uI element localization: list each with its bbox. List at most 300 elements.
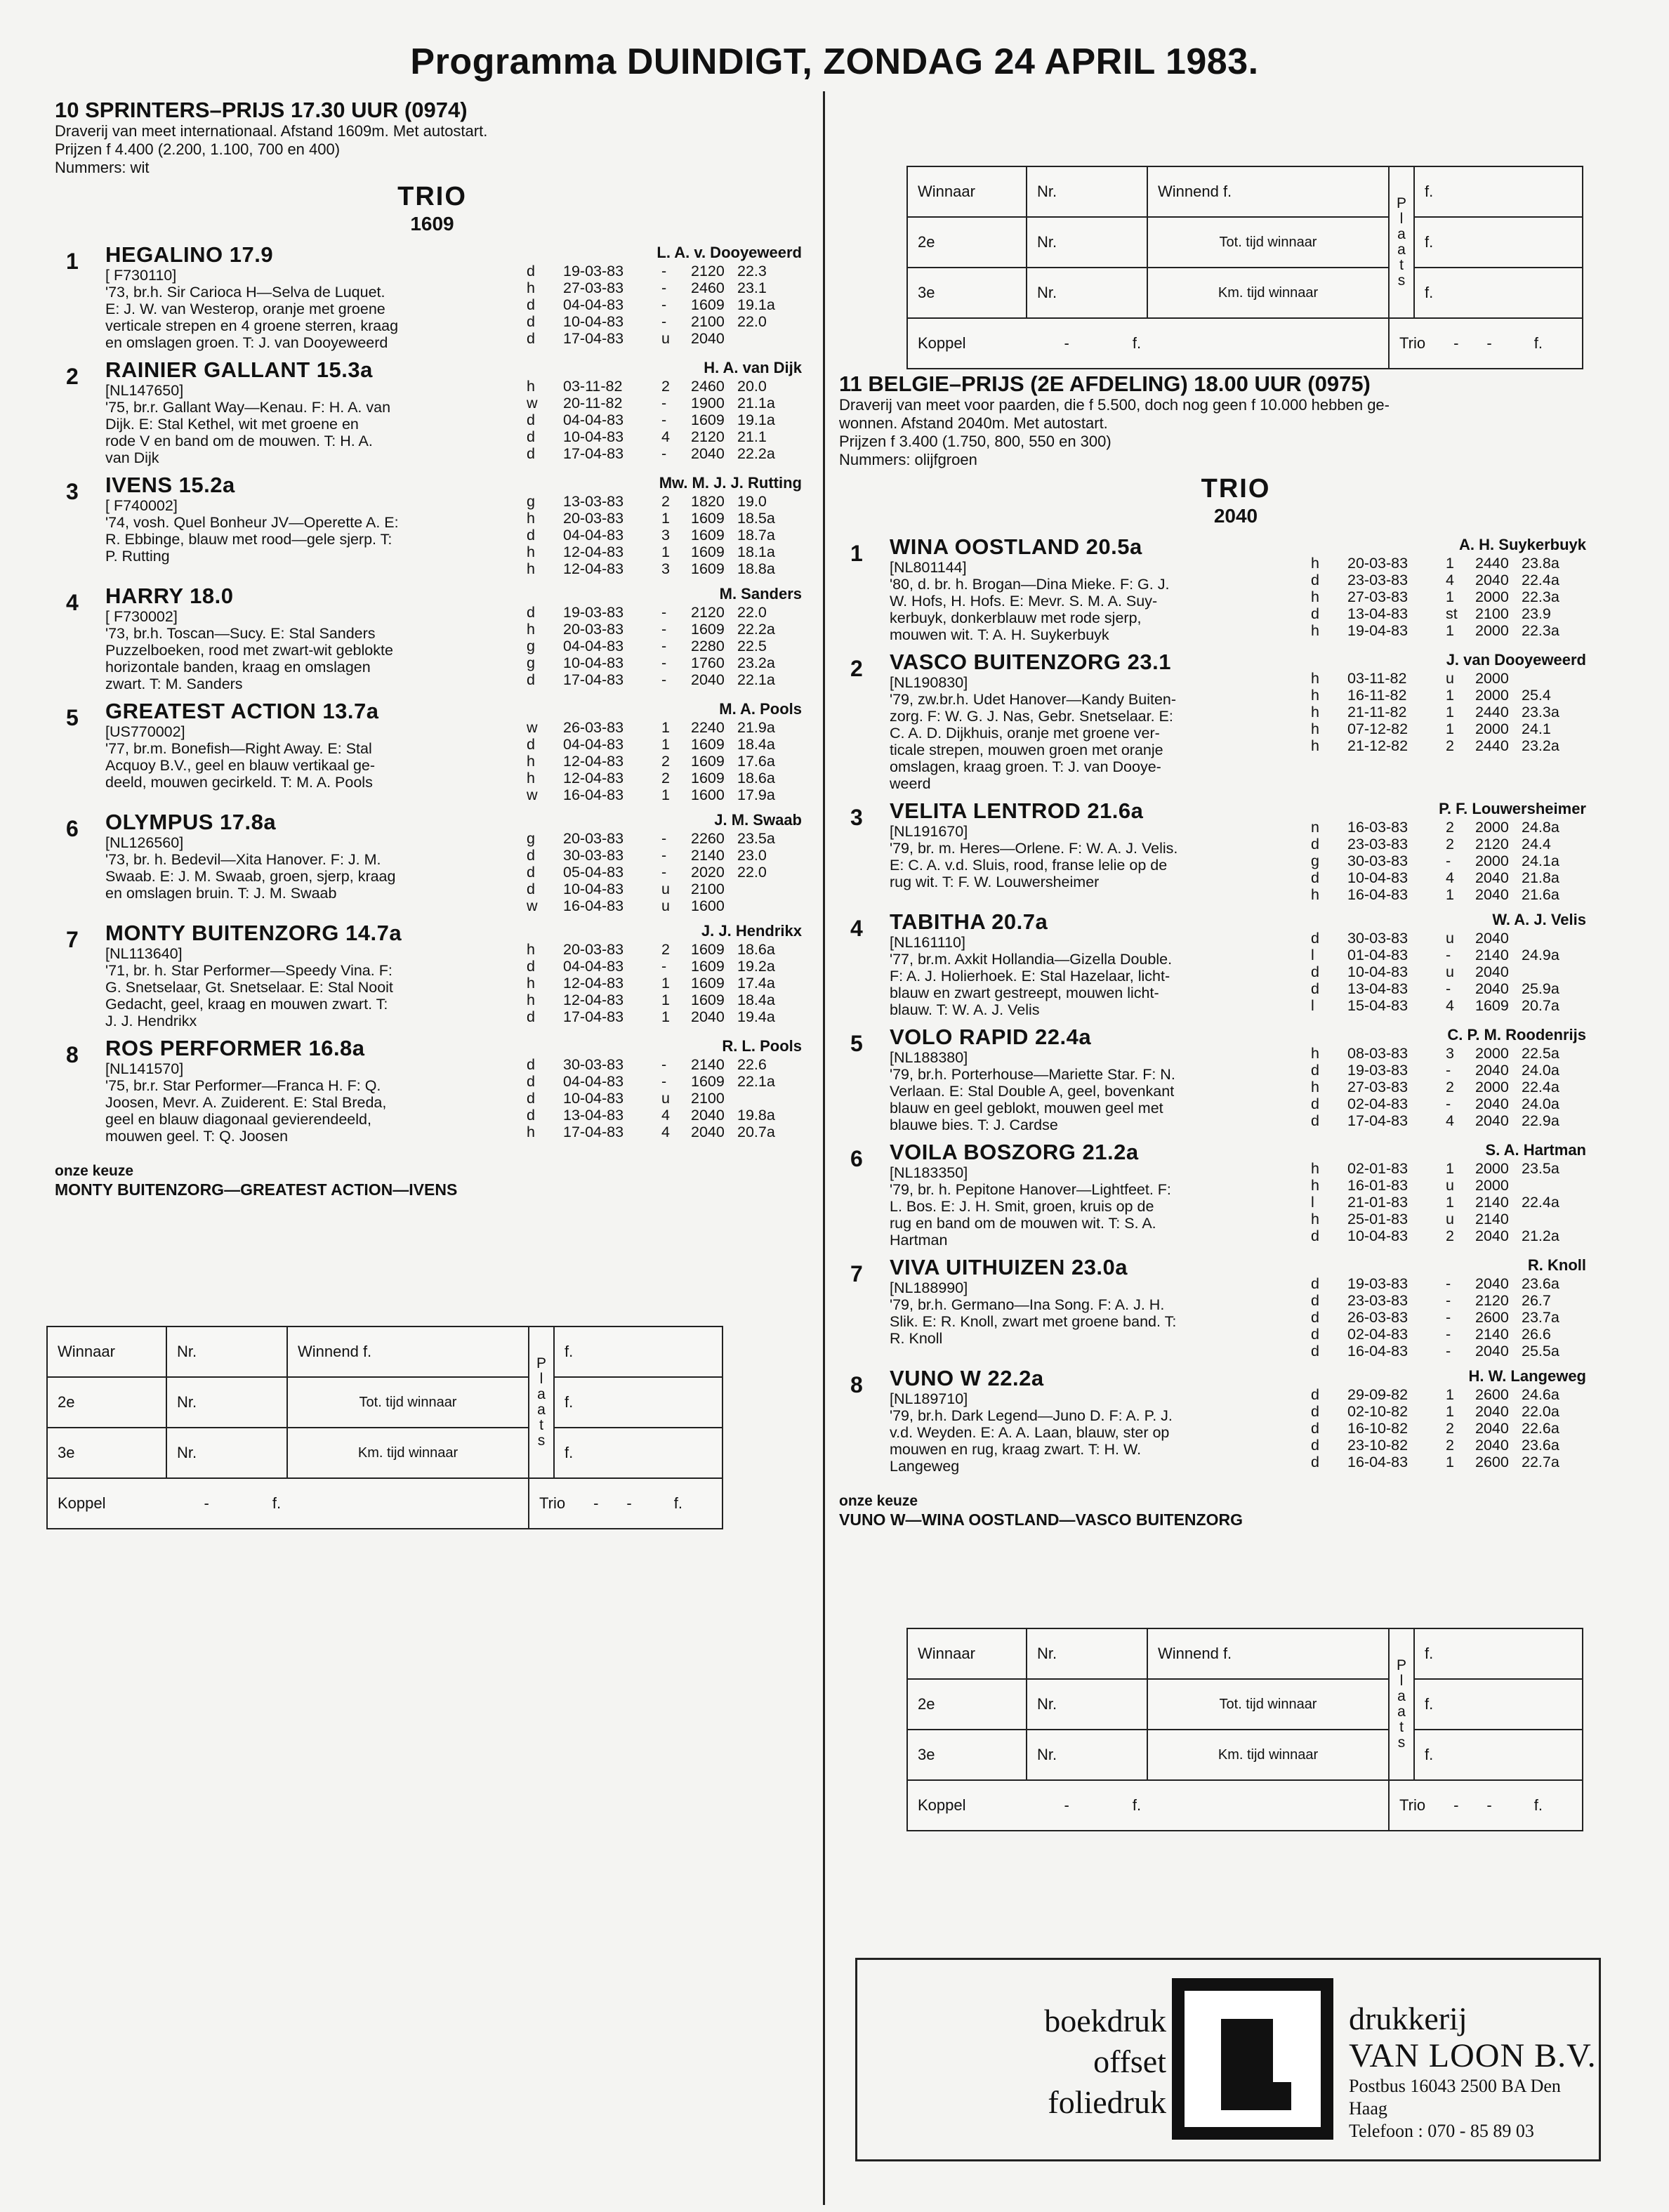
result-distance: 1820 bbox=[691, 493, 725, 510]
horse-results bbox=[1311, 1367, 1592, 1475]
result-row bbox=[527, 1107, 807, 1124]
horse-detail-line: geel en blauw diagonaal gevierendeeld, bbox=[105, 1111, 371, 1128]
trio-dash: - bbox=[1486, 1796, 1492, 1814]
horse-number: 5 bbox=[850, 1031, 863, 1056]
bet-trio-field[interactable] bbox=[1389, 318, 1583, 369]
result-place: 1 bbox=[1446, 1194, 1454, 1211]
result-time: 22.5 bbox=[737, 638, 767, 654]
track-code: d bbox=[1311, 572, 1319, 588]
bet-number-field[interactable]: Nr. bbox=[166, 1326, 287, 1377]
track-code: d bbox=[527, 296, 535, 313]
bet-form-race-10 bbox=[46, 1326, 723, 1529]
result-distance: 2040 bbox=[1475, 1062, 1509, 1079]
horse-detail-line: rug wit. T: F. W. Louwersheimer bbox=[890, 874, 1100, 890]
result-distance: 2000 bbox=[1475, 819, 1509, 836]
horse-entry bbox=[839, 1256, 1632, 1360]
result-distance: 2600 bbox=[1475, 1386, 1509, 1403]
track-code: h bbox=[1311, 1177, 1319, 1194]
result-time: 24.0a bbox=[1522, 1062, 1559, 1079]
bet-place-label: 2e bbox=[907, 1679, 1027, 1730]
result-time: 19.8a bbox=[737, 1107, 775, 1124]
result-place: 2 bbox=[661, 753, 670, 770]
result-row bbox=[1311, 947, 1592, 963]
horse-detail-line: blauw. T: W. A. J. Velis bbox=[890, 1001, 1040, 1018]
result-row bbox=[527, 864, 807, 881]
result-date: 13-04-83 bbox=[563, 1107, 624, 1124]
bet-payout-field[interactable]: f. bbox=[1414, 166, 1583, 217]
bet-number-field[interactable]: Nr. bbox=[1027, 1679, 1147, 1730]
result-distance: 2000 bbox=[1475, 622, 1509, 639]
horse-name: RAINIER GALLANT 15.3a bbox=[105, 357, 373, 382]
horse-number: 1 bbox=[850, 541, 863, 566]
result-row bbox=[1311, 687, 1592, 704]
result-date: 26-03-83 bbox=[1347, 1309, 1409, 1326]
horse-detail-line: Hartman bbox=[890, 1232, 948, 1249]
horse-detail-line: '75, br.r. Star Performer—Franca H. F: Q. bbox=[105, 1077, 381, 1094]
result-time: 22.4a bbox=[1522, 1194, 1559, 1211]
horse-description bbox=[890, 535, 1311, 643]
result-time: 22.7a bbox=[1522, 1454, 1559, 1470]
track-code: d bbox=[1311, 1275, 1319, 1292]
horse-results bbox=[527, 699, 807, 803]
bet-koppel-field[interactable] bbox=[47, 1478, 529, 1529]
result-place: - bbox=[661, 864, 667, 881]
horse-detail-line: Langeweg bbox=[890, 1458, 960, 1475]
track-code: d bbox=[1311, 1454, 1319, 1470]
result-place: 2 bbox=[1446, 737, 1454, 754]
bet-koppel-field[interactable] bbox=[907, 1780, 1389, 1831]
horse-entry bbox=[55, 243, 810, 351]
result-date: 15-04-83 bbox=[1347, 997, 1409, 1014]
horse-detail-line: blauw en geel geblokt, mouwen geel met bbox=[890, 1100, 1163, 1117]
horse-entry bbox=[839, 799, 1632, 903]
horse-detail-line: '71, br. h. Star Performer—Speedy Vina. F: bbox=[105, 962, 392, 979]
result-date: 02-10-82 bbox=[1347, 1403, 1409, 1420]
result-date: 12-04-83 bbox=[563, 753, 624, 770]
trainer-name: J. van Dooyeweerd bbox=[1446, 651, 1586, 669]
horse-entry bbox=[55, 1036, 810, 1145]
ad-phone: Telefoon : 070 - 85 89 03 bbox=[1349, 2121, 1534, 2141]
result-time: 23.7a bbox=[1522, 1309, 1559, 1326]
bet-number-field[interactable]: Nr. bbox=[1027, 1628, 1147, 1679]
track-code: h bbox=[527, 621, 535, 638]
result-row bbox=[1311, 1112, 1592, 1129]
result-date: 12-04-83 bbox=[563, 560, 624, 577]
result-date: 12-04-83 bbox=[563, 770, 624, 786]
result-time: 23.6a bbox=[1522, 1275, 1559, 1292]
result-date: 02-01-83 bbox=[1347, 1160, 1409, 1177]
ad-service: boekdruk bbox=[1044, 2003, 1166, 2039]
horse-detail-line: mouwen en rug, kraag zwart. T: H. W. bbox=[890, 1441, 1142, 1458]
result-distance: 2040 bbox=[1475, 572, 1509, 588]
bet-payout-field[interactable]: f. bbox=[554, 1377, 723, 1428]
result-time: 23.1 bbox=[737, 279, 767, 296]
horse-detail-line: J. J. Hendrikx bbox=[105, 1013, 197, 1029]
bet-koppel-field[interactable] bbox=[907, 318, 1389, 369]
result-date: 17-04-83 bbox=[563, 330, 624, 347]
result-distance: 2040 bbox=[1475, 930, 1509, 947]
bet-number-field[interactable]: Nr. bbox=[1027, 166, 1147, 217]
bet-number-field[interactable]: Nr. bbox=[1027, 268, 1147, 318]
horse-detail-line: [NL188380] bbox=[890, 1049, 968, 1066]
horse-name: VUNO W 22.2a bbox=[890, 1366, 1044, 1390]
result-time: 18.1a bbox=[737, 544, 775, 560]
result-place: st bbox=[1446, 605, 1458, 622]
page-title: Programma DUINDIGT, ZONDAG 24 APRIL 1983. bbox=[410, 41, 1259, 82]
result-distance: 2000 bbox=[1475, 1045, 1509, 1062]
result-row bbox=[527, 560, 807, 577]
result-distance: 2280 bbox=[691, 638, 725, 654]
track-code: d bbox=[527, 1107, 535, 1124]
bet-form-top bbox=[906, 166, 1583, 369]
result-time: 22.2a bbox=[737, 445, 775, 462]
result-place: 4 bbox=[1446, 869, 1454, 886]
trio-heading: TRIO bbox=[397, 182, 467, 211]
horse-detail-line: blauwe bies. T: J. Cardse bbox=[890, 1117, 1058, 1133]
result-place: - bbox=[661, 1073, 667, 1090]
horse-results bbox=[1311, 910, 1592, 1018]
track-code: d bbox=[1311, 1292, 1319, 1309]
result-date: 13-03-83 bbox=[563, 493, 624, 510]
result-date: 20-03-83 bbox=[563, 621, 624, 638]
result-place: 4 bbox=[1446, 997, 1454, 1014]
result-place: 1 bbox=[661, 719, 670, 736]
horse-number: 8 bbox=[850, 1372, 863, 1397]
result-row bbox=[1311, 1326, 1592, 1343]
result-distance: 1609 bbox=[691, 941, 725, 958]
trainer-name: J. M. Swaab bbox=[714, 811, 802, 829]
track-code: g bbox=[527, 654, 535, 671]
horse-detail-line: '79, zw.br.h. Udet Hanover—Kandy Buiten- bbox=[890, 691, 1177, 708]
trio-label: Trio bbox=[539, 1494, 566, 1512]
result-distance: 1900 bbox=[691, 395, 725, 412]
horse-name: VOLO RAPID 22.4a bbox=[890, 1025, 1092, 1049]
result-date: 04-04-83 bbox=[563, 296, 624, 313]
result-row bbox=[1311, 997, 1592, 1014]
track-code: d bbox=[1311, 1227, 1319, 1244]
result-row bbox=[527, 847, 807, 864]
result-row bbox=[527, 263, 807, 279]
result-time: 24.4 bbox=[1522, 836, 1551, 852]
result-place: 2 bbox=[661, 770, 670, 786]
result-row bbox=[527, 621, 807, 638]
koppel-dash: - bbox=[204, 1494, 209, 1512]
horse-description bbox=[890, 1140, 1311, 1249]
result-row bbox=[527, 313, 807, 330]
track-code: d bbox=[527, 1090, 535, 1107]
result-time: 23.5a bbox=[737, 830, 775, 847]
result-place: u bbox=[1446, 963, 1454, 980]
bet-number-field[interactable]: Nr. bbox=[166, 1377, 287, 1428]
result-place: - bbox=[661, 847, 667, 864]
result-distance: 2000 bbox=[1475, 670, 1509, 687]
result-date: 03-11-82 bbox=[563, 378, 623, 395]
result-row bbox=[527, 897, 807, 914]
result-date: 23-03-83 bbox=[1347, 1292, 1409, 1309]
result-time bbox=[1522, 670, 1585, 687]
result-row bbox=[1311, 555, 1592, 572]
result-place: - bbox=[661, 263, 667, 279]
horse-name: WINA OOSTLAND 20.5a bbox=[890, 534, 1142, 559]
trio-f: f. bbox=[673, 1494, 682, 1512]
result-distance: 2000 bbox=[1475, 720, 1509, 737]
result-time: 18.6a bbox=[737, 770, 775, 786]
race-10-column bbox=[55, 98, 810, 1199]
result-place: 1 bbox=[1446, 622, 1454, 639]
result-time: 22.0 bbox=[737, 864, 767, 881]
result-row bbox=[527, 544, 807, 560]
trio-label: Trio bbox=[1399, 1796, 1426, 1814]
result-distance: 1609 bbox=[691, 412, 725, 428]
result-place: - bbox=[661, 671, 667, 688]
track-code: h bbox=[527, 560, 535, 577]
result-place: 3 bbox=[1446, 1045, 1454, 1062]
result-distance: 2040 bbox=[1475, 869, 1509, 886]
result-distance: 2040 bbox=[691, 1107, 725, 1124]
result-place: - bbox=[661, 1056, 667, 1073]
result-date: 21-12-82 bbox=[1347, 737, 1409, 754]
bet-trio-field[interactable] bbox=[529, 1478, 723, 1529]
result-row bbox=[527, 975, 807, 992]
ad-address: Postbus 16043 2500 BA Den Haag bbox=[1349, 2076, 1561, 2119]
horse-results bbox=[527, 243, 807, 351]
result-row bbox=[1311, 737, 1592, 754]
bet-payout-field[interactable]: f. bbox=[1414, 217, 1583, 268]
result-distance: 1609 bbox=[691, 1073, 725, 1090]
bet-number-field[interactable]: Nr. bbox=[1027, 217, 1147, 268]
koppel-dash: - bbox=[1064, 1796, 1069, 1814]
result-distance: 2040 bbox=[1475, 1343, 1509, 1360]
trio-dash: - bbox=[1453, 1796, 1459, 1814]
bet-amount-label: Tot. tijd winnaar bbox=[1147, 1679, 1389, 1730]
result-distance: 2040 bbox=[1475, 1437, 1509, 1454]
horse-description bbox=[105, 1036, 527, 1145]
result-distance: 1609 bbox=[691, 527, 725, 544]
result-place: 1 bbox=[1446, 687, 1454, 704]
horse-description bbox=[105, 921, 527, 1029]
bet-payout-field[interactable]: f. bbox=[554, 1428, 723, 1478]
track-code: n bbox=[1311, 819, 1319, 836]
horse-number: 7 bbox=[66, 927, 79, 952]
horse-number: 2 bbox=[850, 656, 863, 681]
race-title: 11 BELGIE–PRIJS (2E AFDELING) 18.00 UUR (0975) bbox=[839, 371, 1371, 396]
bet-place-label: 3e bbox=[47, 1428, 166, 1478]
result-place: - bbox=[661, 395, 667, 412]
result-distance: 2140 bbox=[1475, 1194, 1509, 1211]
horse-name: HEGALINO 17.9 bbox=[105, 242, 274, 267]
horse-description bbox=[105, 584, 527, 692]
track-code: d bbox=[527, 864, 535, 881]
result-time: 18.4a bbox=[737, 736, 775, 753]
horse-entry bbox=[839, 1367, 1632, 1475]
result-date: 04-04-83 bbox=[563, 958, 624, 975]
result-date: 23-03-83 bbox=[1347, 836, 1409, 852]
result-time bbox=[737, 330, 800, 347]
result-row bbox=[1311, 930, 1592, 947]
ad-services bbox=[871, 2001, 1166, 2123]
horse-detail-line: E: J. W. van Westerop, oranje met groene bbox=[105, 301, 385, 317]
track-code: d bbox=[1311, 1095, 1319, 1112]
track-code: d bbox=[527, 604, 535, 621]
result-place: - bbox=[661, 445, 667, 462]
trio-dash: - bbox=[593, 1494, 599, 1512]
bet-trio-field[interactable] bbox=[1389, 1780, 1583, 1831]
track-code: h bbox=[527, 544, 535, 560]
result-distance: 1760 bbox=[691, 654, 725, 671]
result-row bbox=[527, 395, 807, 412]
result-place: 2 bbox=[1446, 1420, 1454, 1437]
result-row bbox=[1311, 622, 1592, 639]
result-row bbox=[527, 881, 807, 897]
result-distance: 2120 bbox=[1475, 836, 1509, 852]
bet-number-field[interactable]: Nr. bbox=[166, 1428, 287, 1478]
result-distance: 2460 bbox=[691, 378, 725, 395]
result-time: 20.7a bbox=[1522, 997, 1559, 1014]
horse-detail-line: blauw en zwart gestreept, mouwen licht- bbox=[890, 985, 1159, 1001]
result-place: 2 bbox=[1446, 1079, 1454, 1095]
horse-entry bbox=[55, 921, 810, 1029]
result-row bbox=[1311, 963, 1592, 980]
trainer-name: W. A. J. Velis bbox=[1492, 911, 1586, 928]
result-time: 18.5a bbox=[737, 510, 775, 527]
result-place: 3 bbox=[661, 527, 670, 544]
horse-number: 4 bbox=[850, 916, 863, 941]
result-place: 1 bbox=[1446, 1454, 1454, 1470]
track-code: w bbox=[527, 786, 538, 803]
result-row bbox=[527, 958, 807, 975]
result-distance: 1600 bbox=[691, 786, 725, 803]
result-place: 4 bbox=[1446, 572, 1454, 588]
horse-results bbox=[1311, 1025, 1592, 1133]
result-time: 17.9a bbox=[737, 786, 775, 803]
result-place: 1 bbox=[661, 1008, 670, 1025]
result-place: u bbox=[661, 881, 670, 897]
trio-f: f. bbox=[1533, 1796, 1543, 1814]
bet-place-label: 2e bbox=[907, 217, 1027, 268]
result-time: 22.4a bbox=[1522, 572, 1559, 588]
result-distance: 2120 bbox=[691, 428, 725, 445]
result-date: 16-04-83 bbox=[1347, 886, 1409, 903]
horse-detail-line: '80, d. br. h. Brogan—Dina Mieke. F: G. J. bbox=[890, 576, 1170, 593]
bet-payout-field[interactable]: f. bbox=[554, 1326, 723, 1377]
bet-place-label: 3e bbox=[907, 268, 1027, 318]
track-code: d bbox=[527, 881, 535, 897]
result-time: 17.4a bbox=[737, 975, 775, 992]
trainer-name: H. W. Langeweg bbox=[1468, 1367, 1586, 1385]
bet-payout-field[interactable]: f. bbox=[1414, 268, 1583, 318]
result-row bbox=[527, 412, 807, 428]
track-code: d bbox=[1311, 869, 1319, 886]
bet-amount-label: Winnend f. bbox=[1147, 166, 1389, 217]
result-row bbox=[1311, 572, 1592, 588]
result-date: 21-11-82 bbox=[1347, 704, 1407, 720]
result-distance: 2040 bbox=[1475, 963, 1509, 980]
result-time: 25.9a bbox=[1522, 980, 1559, 997]
result-row bbox=[527, 1124, 807, 1140]
result-date: 20-11-82 bbox=[563, 395, 623, 412]
result-row bbox=[1311, 1454, 1592, 1470]
track-code: h bbox=[527, 753, 535, 770]
result-place: u bbox=[1446, 930, 1454, 947]
track-code: h bbox=[1311, 1211, 1319, 1227]
bet-amount-label: Tot. tijd winnaar bbox=[287, 1377, 529, 1428]
result-distance: 1609 bbox=[691, 992, 725, 1008]
bet-number-field[interactable]: Nr. bbox=[1027, 1730, 1147, 1780]
track-code: l bbox=[1311, 947, 1314, 963]
result-distance: 2460 bbox=[691, 279, 725, 296]
result-date: 30-03-83 bbox=[563, 1056, 624, 1073]
result-distance: 1609 bbox=[1475, 997, 1509, 1014]
result-time: 24.1a bbox=[1522, 852, 1559, 869]
horse-detail-line: '79, br.h. Dark Legend—Juno D. F: A. P. J. bbox=[890, 1407, 1173, 1424]
result-row bbox=[527, 445, 807, 462]
horse-entry bbox=[839, 1140, 1632, 1249]
result-distance: 2600 bbox=[1475, 1454, 1509, 1470]
bet-payout-field[interactable]: f. bbox=[1414, 1730, 1583, 1780]
trainer-name: M. A. Pools bbox=[719, 700, 802, 718]
result-time: 22.2a bbox=[737, 621, 775, 638]
our-choice-label: onze keuze bbox=[839, 1493, 918, 1509]
horse-entry bbox=[55, 699, 810, 803]
track-code: d bbox=[1311, 1403, 1319, 1420]
result-date: 17-04-83 bbox=[563, 671, 624, 688]
bet-amount-label: Km. tijd winnaar bbox=[1147, 1730, 1389, 1780]
result-row bbox=[1311, 1079, 1592, 1095]
horse-detail-line: Verlaan. E: Stal Double A, geel, bovenkant bbox=[890, 1083, 1175, 1100]
horse-detail-line: Acquoy B.V., geel en blauw vertikaal ge- bbox=[105, 757, 376, 774]
track-code: d bbox=[527, 671, 535, 688]
result-place: u bbox=[661, 330, 670, 347]
result-place: - bbox=[1446, 1095, 1451, 1112]
result-distance: 2600 bbox=[1475, 1309, 1509, 1326]
column-divider bbox=[823, 91, 825, 2205]
result-date: 20-03-83 bbox=[1347, 555, 1409, 572]
horse-description bbox=[890, 650, 1311, 792]
horse-detail-line: F: A. J. Holierhoek. E: Stal Hazelaar, licht- bbox=[890, 968, 1170, 985]
bet-payout-field[interactable]: f. bbox=[1414, 1679, 1583, 1730]
result-place: 2 bbox=[1446, 1437, 1454, 1454]
result-distance: 1609 bbox=[691, 621, 725, 638]
result-place: u bbox=[661, 897, 670, 914]
result-row bbox=[527, 992, 807, 1008]
ad-contact bbox=[1349, 2001, 1602, 2142]
result-distance: 2020 bbox=[691, 864, 725, 881]
result-row bbox=[1311, 1211, 1592, 1227]
trio-distance: 1609 bbox=[410, 213, 454, 235]
result-place: - bbox=[661, 313, 667, 330]
result-time: 21.9a bbox=[737, 719, 775, 736]
horse-detail-line: v.d. Weyden. E: A. A. Laan, blauw, ster op bbox=[890, 1424, 1170, 1441]
result-distance: 2260 bbox=[691, 830, 725, 847]
result-time: 22.5a bbox=[1522, 1045, 1559, 1062]
result-date: 08-03-83 bbox=[1347, 1045, 1409, 1062]
horse-results bbox=[527, 473, 807, 577]
bet-payout-field[interactable]: f. bbox=[1414, 1628, 1583, 1679]
result-row bbox=[1311, 869, 1592, 886]
result-date: 19-03-83 bbox=[1347, 1062, 1409, 1079]
trainer-name: C. P. M. Roodenrijs bbox=[1447, 1026, 1586, 1044]
result-distance: 2040 bbox=[1475, 1420, 1509, 1437]
race-info-line: Prijzen f 4.400 (2.200, 1.100, 700 en 400) bbox=[55, 140, 341, 158]
track-code: d bbox=[527, 1008, 535, 1025]
result-distance: 2100 bbox=[691, 1090, 725, 1107]
trio-dash: - bbox=[1486, 334, 1492, 352]
race-info-line: Prijzen f 3.400 (1.750, 800, 550 en 300) bbox=[839, 433, 1111, 450]
horse-results bbox=[527, 1036, 807, 1145]
result-row bbox=[1311, 1403, 1592, 1420]
result-date: 23-03-83 bbox=[1347, 572, 1409, 588]
horse-detail-line: zorg. F: W. G. J. Nas, Gebr. Snetselaar. E: bbox=[890, 708, 1173, 725]
